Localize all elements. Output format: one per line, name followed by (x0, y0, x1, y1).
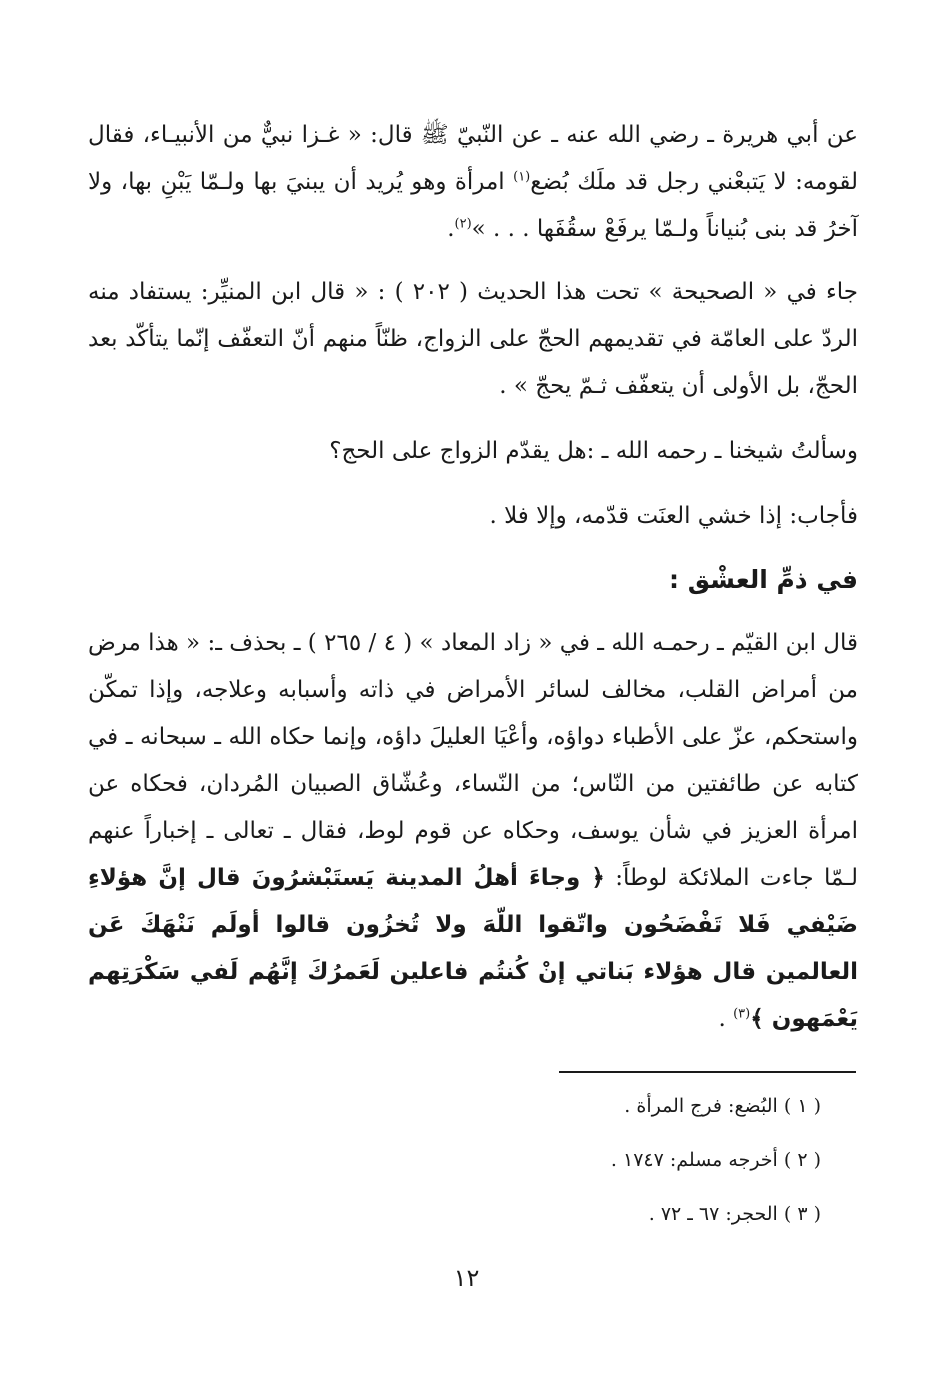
hadith-text: عن أبي هريرة ـ رضي الله عنه ـ عن النّبيّ ﷺ قال: « غـزا نبيٌّ من الأنبيـاء، فقال لقومه: لا يَتبعْني رجل قد ملَك بُضع (88, 122, 858, 195)
quran-verse: ﴿ وجاءَ أهلُ المدينة يَستَبْشرُونَ قال إنَّ هؤلاءِ ضَيْفي فَلا تَفْضَحُون واتّقوا اللّهَ ولا تُخزُون قالوا أولَم نَنْهَكَ عَن العالمين قال هؤلاء بَناتي إنْ كُنتُم فاعلين لَعَمرُكَ إنَّهُم لَفي سَكْرَتِهم يَعْمَهون ﴾ (88, 865, 858, 1032)
footnotes (421, 1092, 821, 1254)
paragraph-answer: فأجاب: إذا خشي العنَت قدّمه، وإلا فلا . (489, 503, 858, 529)
ibn-qayyim-end: . (718, 1006, 734, 1032)
page-body (88, 112, 858, 1061)
footnote-ref-1[interactable]: (١) (513, 169, 531, 185)
footnote-2: ( ٢ ) أخرجه مسلم: ١٧٤٧ . (610, 1149, 821, 1171)
footnote-ref-2[interactable]: (٢) (454, 216, 472, 232)
paragraph-question: وسألتُ شيخنا ـ رحمه الله ـ :هل يقدّم الزواج على الحج؟ (329, 438, 858, 464)
footnote-1: ( ١ ) البُضع: فرج المرأة . (624, 1095, 821, 1117)
paragraph-ibn-qayyim (88, 620, 858, 1043)
hadith-text-continued: امرأة وهو يُريد أن يبنيَ بها ولـمّا يَبْنِ بها، ولا آخرُ قد بنى بُنياناً ولـمّا يرفَعْ سقُفَها . . . » (88, 169, 858, 242)
paragraph-hadith (88, 112, 858, 253)
footnote-ref-3[interactable]: (٣) (733, 1006, 751, 1022)
footnote-divider (559, 1071, 856, 1073)
page-number: ١٢ (453, 1264, 480, 1292)
section-heading: في ذمِّ العشْق : (669, 565, 858, 594)
paragraph-sahiha: جاء في « الصحيحة » تحت هذا الحديث ( ٢٠٢ ) : « قال ابن المنيِّر: يستفاد منه الردّ على العامّة في تقديمهم الحجّ على الزواج، ظنّاً منهم أنّ التعفّف إنّما يتأكّد بعد الحجّ، بل الأولى أن يتعفّف ثـمّ يحجّ » . (88, 279, 858, 399)
hadith-end: . (447, 216, 455, 242)
footnote-3: ( ٣ ) الحجر: ٦٧ ـ ٧٢ . (648, 1203, 821, 1225)
ibn-qayyim-text: قال ابن القيّم ـ رحمـه الله ـ في « زاد المعاد » ( ٤ / ٢٦٥ ) ـ بحذف ـ: « هذا مرض من أمراض القلب، مخالف لسائر الأمراض في ذاته وأسبابه وعلاجه، وإذا تمكّن واستحكم، عزّ على الأطباء دواؤه، وأعْيَا العليلَ داؤه، وإنما حكاه الله ـ سبحانه ـ في كتابه عن طائفتين من النّاس؛ من النّساء، وعُشّاق الصبيان المُردان، فحكاه عن امرأة العزيز في شأن يوسف، وحكاه عن قوم لوط، فقال ـ تعالى ـ إخباراً عنهم لـمّا جاءت الملائكة لوطاً: (88, 630, 859, 891)
